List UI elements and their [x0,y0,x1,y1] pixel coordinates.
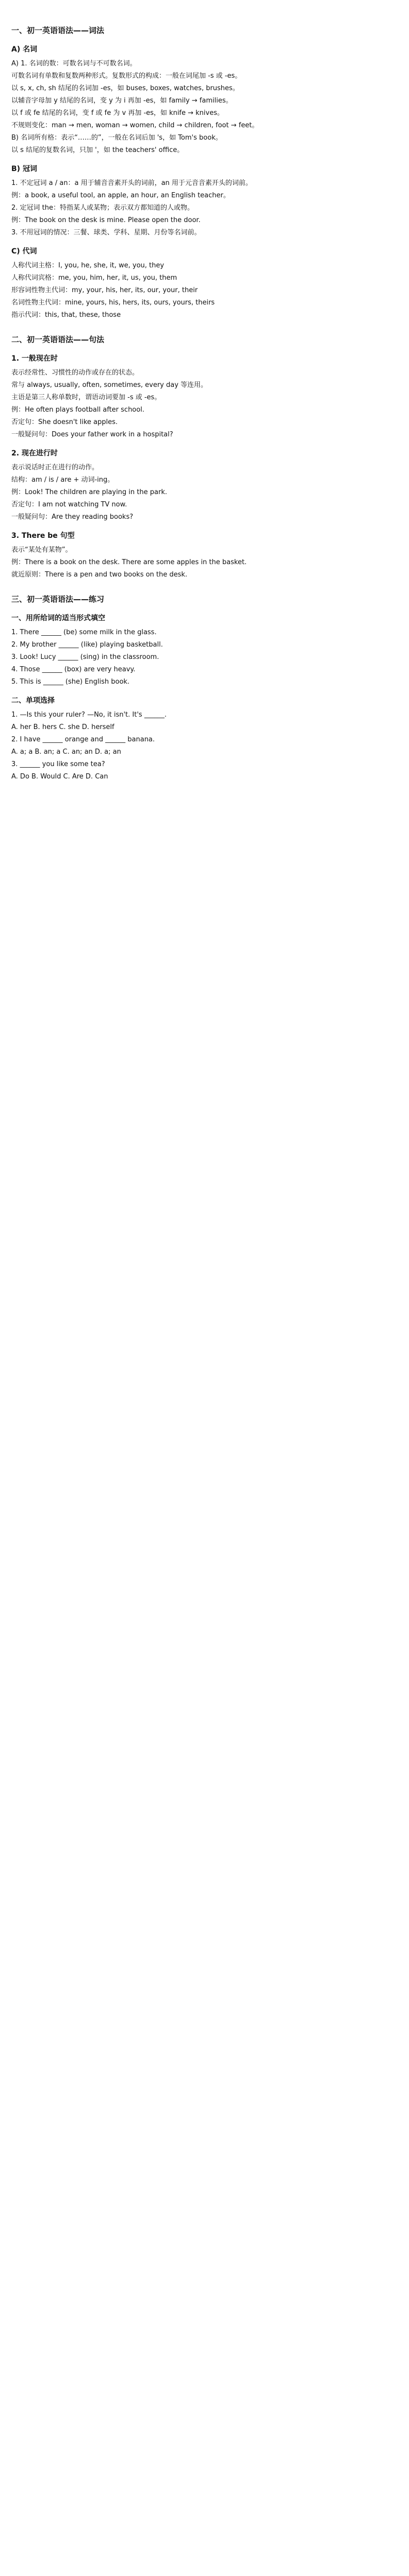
text-line: 例：a book, a useful tool, an apple, an hour, an English teacher。 [11,192,230,199]
text-line: 1. There ______ (be) some milk in the glass. [11,629,157,636]
text-line: 不规则变化：man → men, woman → women, child → children, foot → feet。 [11,122,259,129]
text-line: 可数名词有单数和复数两种形式。复数形式的构成：一般在词尾加 -s 或 -es。 [11,72,242,80]
text-line: 以辅音字母加 y 结尾的名词，变 y 为 i 再加 -es，如 family → families。 [11,97,233,105]
text-line: 名词性物主代词：mine, yours, his, hers, its, ours, yours, theirs [11,299,215,307]
subsection-title: B) 冠词 [11,165,37,173]
text-line: 5. This is ______ (she) English book. [11,678,130,686]
text-line: 表示说话时正在进行的动作。 [11,464,99,471]
text-line: 形容词性物主代词：my, your, his, her, its, our, your, their [11,286,198,294]
text-line: B) 名词所有格：表示“……的”，一般在名词后加 's，如 Tom's book。 [11,134,222,142]
text-line: 一般疑问句：Are they reading books? [11,513,134,521]
text-line: 人称代词主格：I, you, he, she, it, we, you, they [11,262,165,269]
text-line: 3. 不用冠词的情况：三餐、球类、学科、星期、月份等名词前。 [11,229,201,236]
subsection-title: 3. There be 句型 [11,532,75,540]
text-line: 例：There is a book on the desk. There are some apples in the basket. [11,558,247,566]
text-line: 1. —Is this your ruler? —No, it isn't. It's ______. [11,711,167,719]
section-title: 一、初一英语语法——词法 [11,26,105,35]
text-line: 指示代词：this, that, these, those [11,311,121,319]
text-line: 3. Look! Lucy ______ (sing) in the classroom. [11,653,159,661]
text-line: 否定句：I am not watching TV now. [11,501,127,509]
subsection-title: A) 名词 [11,45,38,54]
text-line: 以 f 或 fe 结尾的名词，变 f 或 fe 为 v 再加 -es，如 knife → knives。 [11,109,224,117]
text-line: A. Do B. Would C. Are D. Can [11,773,108,781]
text-line: 主语是第三人称单数时，谓语动词要加 -s 或 -es。 [11,394,161,401]
text-line: 常与 always, usually, often, sometimes, every day 等连用。 [11,381,208,389]
text-line: 否定句：She doesn't like apples. [11,418,118,426]
text-line: 2. 定冠词 the：特指某人或某物；表示双方都知道的人或物。 [11,204,194,212]
text-line: 例：He often plays football after school. [11,406,144,414]
text-line: 结构：am / is / are + 动词-ing。 [11,476,114,484]
text-line: 2. My brother ______ (like) playing basketball. [11,641,163,649]
text-line: 就近原则：There is a pen and two books on the desk. [11,571,188,579]
text-line: 表示经常性、习惯性的动作或存在的状态。 [11,369,139,377]
text-line: A. her B. hers C. she D. herself [11,723,114,731]
text-line: 例：The book on the desk is mine. Please open the door. [11,216,201,224]
section [11,594,398,782]
text-line: 人称代词宾格：me, you, him, her, it, us, you, them [11,274,177,282]
text-line: 2. I have ______ orange and ______ banana. [11,736,155,743]
text-line: 1. 不定冠词 a / an：a 用于辅音音素开头的词前，an 用于元音音素开头的词前。 [11,179,252,187]
text-line: 4. Those ______ (box) are very heavy. [11,666,136,673]
section-title: 二、初一英语语法——句法 [11,335,105,344]
subsection-title: 二、单项选择 [11,697,55,705]
text-line: 以 s 结尾的复数名词，只加 '，如 the teachers' office。 [11,146,184,154]
section [11,334,398,580]
text-line: 表示“某处有某物”。 [11,546,72,554]
subsection-title: C) 代词 [11,247,37,256]
subsection-title: 一、用所给词的适当形式填空 [11,614,105,622]
text-line: 一般疑问句：Does your father work in a hospital? [11,431,173,438]
subsection-title: 2. 现在进行时 [11,449,58,457]
section-title: 三、初一英语语法——练习 [11,595,105,604]
text-line: 例：Look! The children are playing in the park. [11,488,167,496]
section [11,25,398,320]
subsection-title: 1. 一般现在时 [11,354,58,363]
text-line: 以 s, x, ch, sh 结尾的名词加 -es，如 buses, boxes, watches, brushes。 [11,84,239,92]
text-line: A. a; a B. an; a C. an; an D. a; an [11,748,121,756]
text-line: A) 1. 名词的数：可数名词与不可数名词。 [11,60,137,67]
text-line: 3. ______ you like some tea? [11,760,105,768]
